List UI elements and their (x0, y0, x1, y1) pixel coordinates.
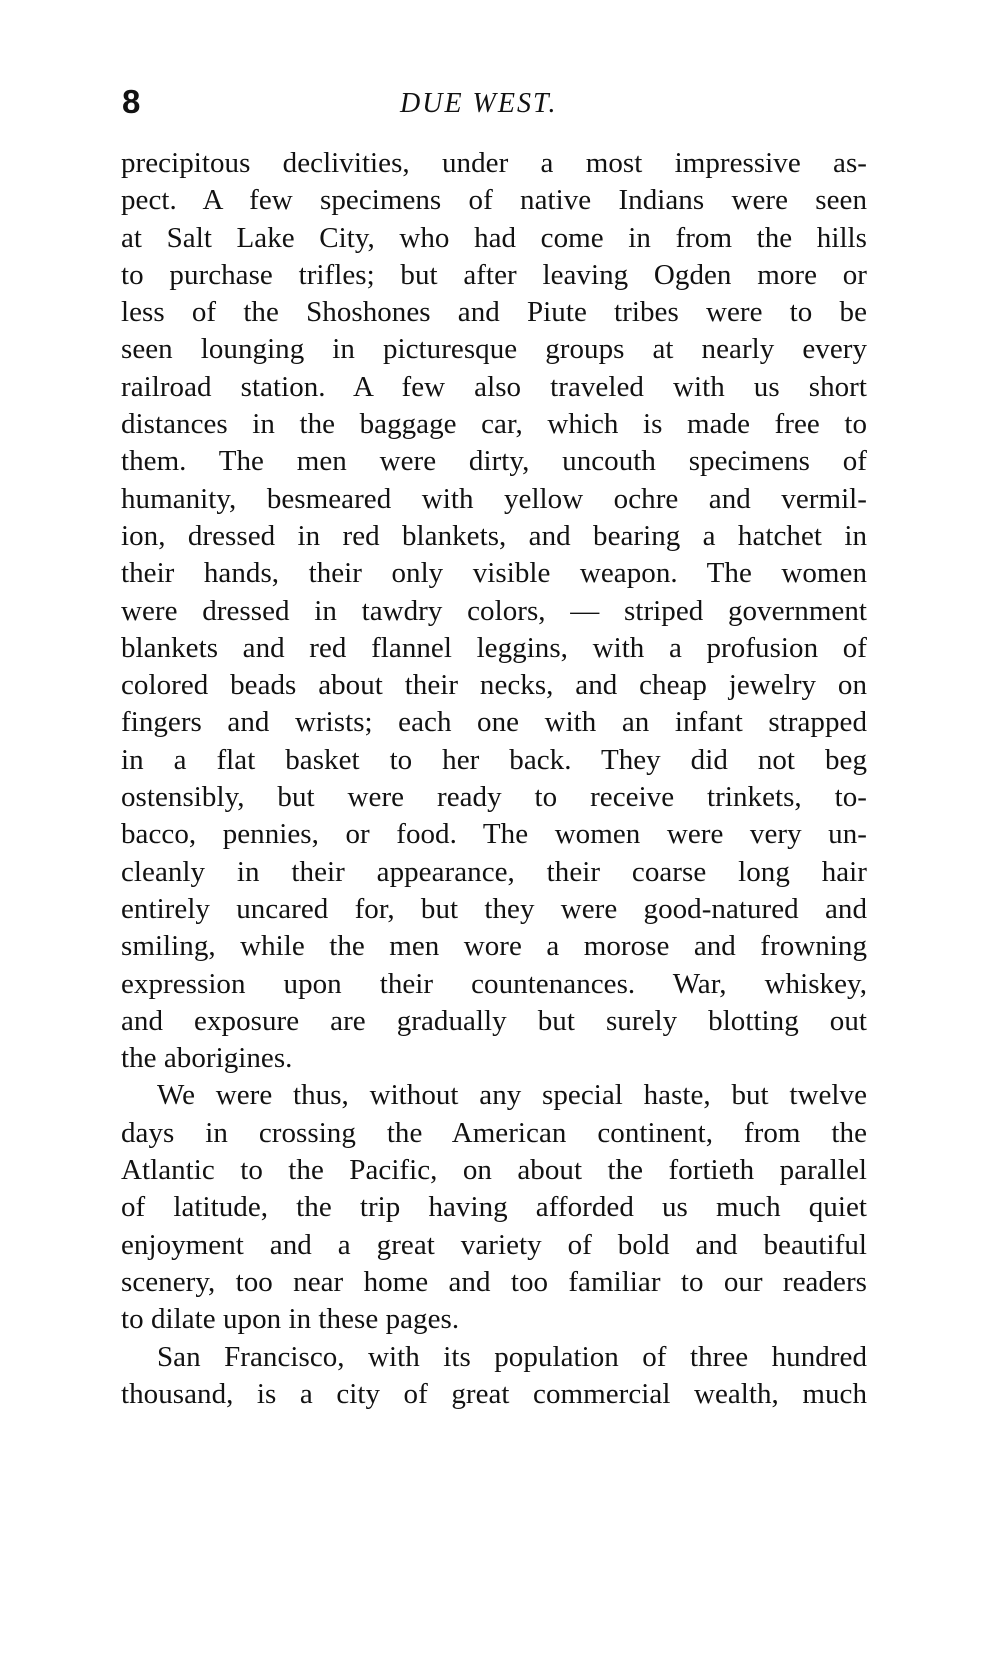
text-line: railroad station. A few also traveled with us short (121, 370, 867, 403)
text-line: humanity, besmeared with yellow ochre and vermil- (121, 482, 867, 515)
text-line: less of the Shoshones and Piute tribes were to be (121, 296, 867, 329)
text-line: were dressed in tawdry colors, — striped government (121, 594, 867, 627)
body-text (121, 145, 867, 1413)
paragraph-first-line: We were thus, without any special haste, but twelve (157, 1079, 867, 1112)
text-line: and exposure are gradually but surely blotting out (121, 1004, 867, 1037)
text-line: their hands, their only visible weapon. The women (121, 557, 867, 590)
text-line: colored beads about their necks, and cheap jewelry on (121, 669, 867, 702)
text-line: enjoyment and a great variety of bold and beautiful (121, 1228, 867, 1261)
text-line: expression upon their countenances. War, whiskey, (121, 967, 867, 1000)
text-line: bacco, pennies, or food. The women were very un- (121, 818, 867, 851)
text-line: precipitous declivities, under a most impressive as- (121, 147, 867, 179)
text-line: distances in the baggage car, which is made free to (121, 408, 867, 441)
text-line: entirely uncared for, but they were good-natured and (121, 892, 867, 925)
text-line: ion, dressed in red blankets, and bearing a hatchet in (121, 519, 867, 552)
paragraph-end-line: the aborigines. (121, 1042, 293, 1075)
text-line: Atlantic to the Pacific, on about the fortieth parallel (121, 1154, 867, 1187)
text-line: of latitude, the trip having afforded us much quiet (121, 1191, 867, 1224)
text-line: seen lounging in picturesque groups at nearly every (121, 333, 867, 366)
text-line: cleanly in their appearance, their coarse long hair (121, 855, 867, 888)
running-title: DUE WEST. (400, 88, 558, 119)
text-line: fingers and wrists; each one with an infant strapped (121, 706, 867, 739)
page-number: 8 (122, 83, 141, 120)
text-line: thousand, is a city of great commercial wealth, much (121, 1377, 867, 1410)
paragraph-first-line: San Francisco, with its population of three hundred (157, 1340, 867, 1373)
text-line: blankets and red flannel leggins, with a profusion of (121, 631, 867, 664)
text-line: to purchase trifles; but after leaving Ogden more or (121, 258, 867, 291)
text-line: at Salt Lake City, who had come in from the hills (121, 221, 867, 254)
text-line: pect. A few specimens of native Indians were seen (121, 184, 867, 217)
text-line: them. The men were dirty, uncouth specimens of (121, 445, 867, 478)
text-line: in a flat basket to her back. They did not beg (121, 743, 867, 776)
text-line: ostensibly, but were ready to receive trinkets, to- (121, 781, 867, 814)
text-line: days in crossing the American continent, from the (121, 1116, 867, 1149)
paragraph-end-line: to dilate upon in these pages. (121, 1303, 460, 1336)
running-head (122, 82, 867, 126)
text-line: scenery, too near home and too familiar to our readers (121, 1265, 867, 1298)
text-line: smiling, while the men wore a morose and frowning (121, 930, 867, 963)
